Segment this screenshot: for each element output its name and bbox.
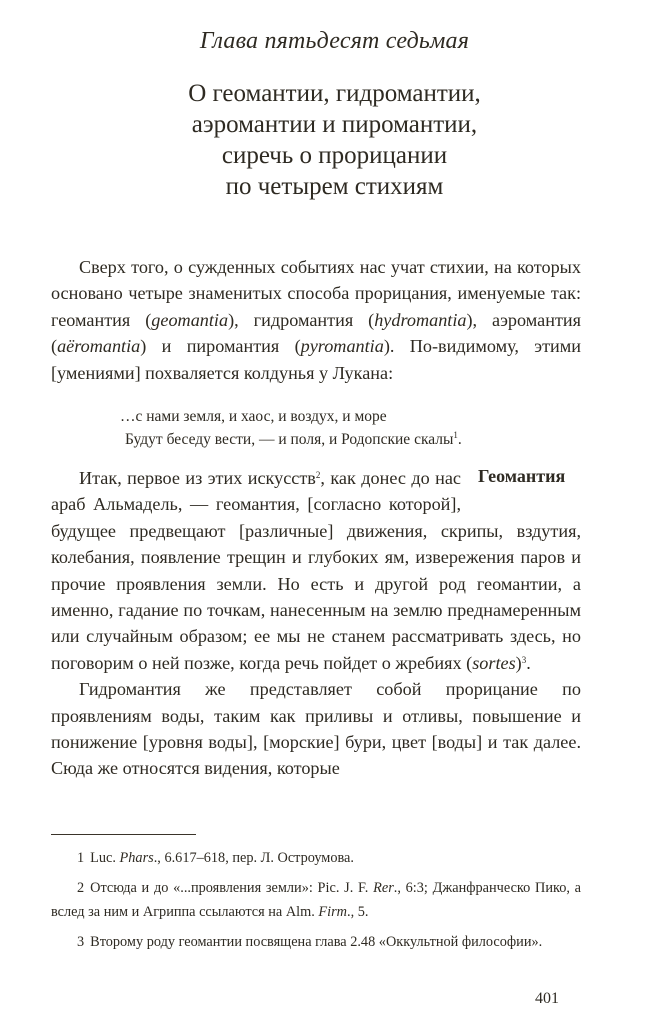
- text-run: Гидромантия же представляет собой прорицание по проявлениям воды, таким как приливы и отливы, повышение и понижение [уровня воды], [морские] бури, цвет [воды] и так далее. Сюда же относятся видения, которые: [51, 679, 581, 779]
- text-run: Итак, первое из этих искусств: [79, 468, 316, 488]
- latin-term: geomantia: [151, 309, 229, 330]
- paragraph-hydromancy: [51, 676, 581, 782]
- chapter-title-line: по четырем стихиям: [225, 173, 444, 200]
- text-run: , как донес до нас араб Альмадель, — геомантия, [согласно которой], будущее предвещают [различные] движения, скрипы, вздутия, колебания, появление трещин и глубоких ям, извережения паров и прочие проявления земли. Но есть и другой род геомантии, а именно, гадание по точкам, нанесенным на землю преднамеренным или случайным образом; ее мы не станем рассматривать здесь, но поговорим о ней позже, когда речь пойдет о жребиях (: [51, 468, 581, 673]
- chapter-title: [0, 78, 669, 202]
- text-run: ): [515, 652, 522, 673]
- chapter-label: Глава пятьдесят седьмая: [199, 28, 470, 54]
- latin-term: pyromantia: [300, 336, 384, 357]
- footnote-2: 2 Отсюда и до «...проявления земли»: Pic. J. F. Rer., 6:3; Джанфранческо Пико, а вслед за ним и Агриппа ссылаются на Alm. Firm., 5.: [51, 880, 582, 920]
- page-number: 401: [535, 990, 559, 1007]
- verse-line: Будут беседу вести, — и поля, и Родопские скалы$^1$.: [125, 430, 462, 448]
- footnote-3: 3 Второму роду геомантии посвящена глава 2.48 «Оккультной философии».: [77, 934, 543, 950]
- footnote-1: 1 Luc. Phars., 6.617–618, пер. Л. Остроумова.: [77, 850, 354, 866]
- chapter-title-line: О геомантии, гидромантии,: [188, 80, 481, 107]
- text-run: Сверх того, о сужденных событиях нас учат стихии, на которых основано четыре знаменитых способа прорицания, именуемые так: геомантия (: [51, 257, 581, 330]
- verse-quote: [120, 405, 462, 451]
- text-run: ). По-видимому, этими [умениями] похваляется колдунья у Лукана:: [51, 336, 581, 383]
- verse-line: …с нами земля, и хаос, и воздух, и море: [120, 408, 387, 425]
- footnotes: [51, 846, 581, 960]
- footnote-ref[interactable]: 2: [315, 470, 321, 480]
- text-run: .: [526, 652, 531, 673]
- latin-term: sortes: [472, 652, 516, 673]
- text-run: ), гидромантия (: [228, 309, 375, 330]
- margin-heading: Геомантия: [478, 466, 566, 486]
- latin-term: aëromantia: [57, 336, 141, 357]
- text-run: ) и пиромантия (: [140, 336, 301, 357]
- chapter-title-line: сиречь о прорицании: [221, 142, 448, 169]
- paragraph-geomancy: [51, 465, 581, 782]
- chapter-title-line: аэромантии и пиромантии,: [191, 111, 478, 138]
- latin-term: hydromantia: [374, 309, 467, 330]
- paragraph-intro: [51, 254, 581, 386]
- footnote-ref[interactable]: 3: [521, 654, 527, 665]
- footnote-separator: [51, 834, 196, 835]
- footnote-ref[interactable]: 1: [453, 430, 458, 440]
- text-run: ), аэромантия (: [51, 309, 582, 357]
